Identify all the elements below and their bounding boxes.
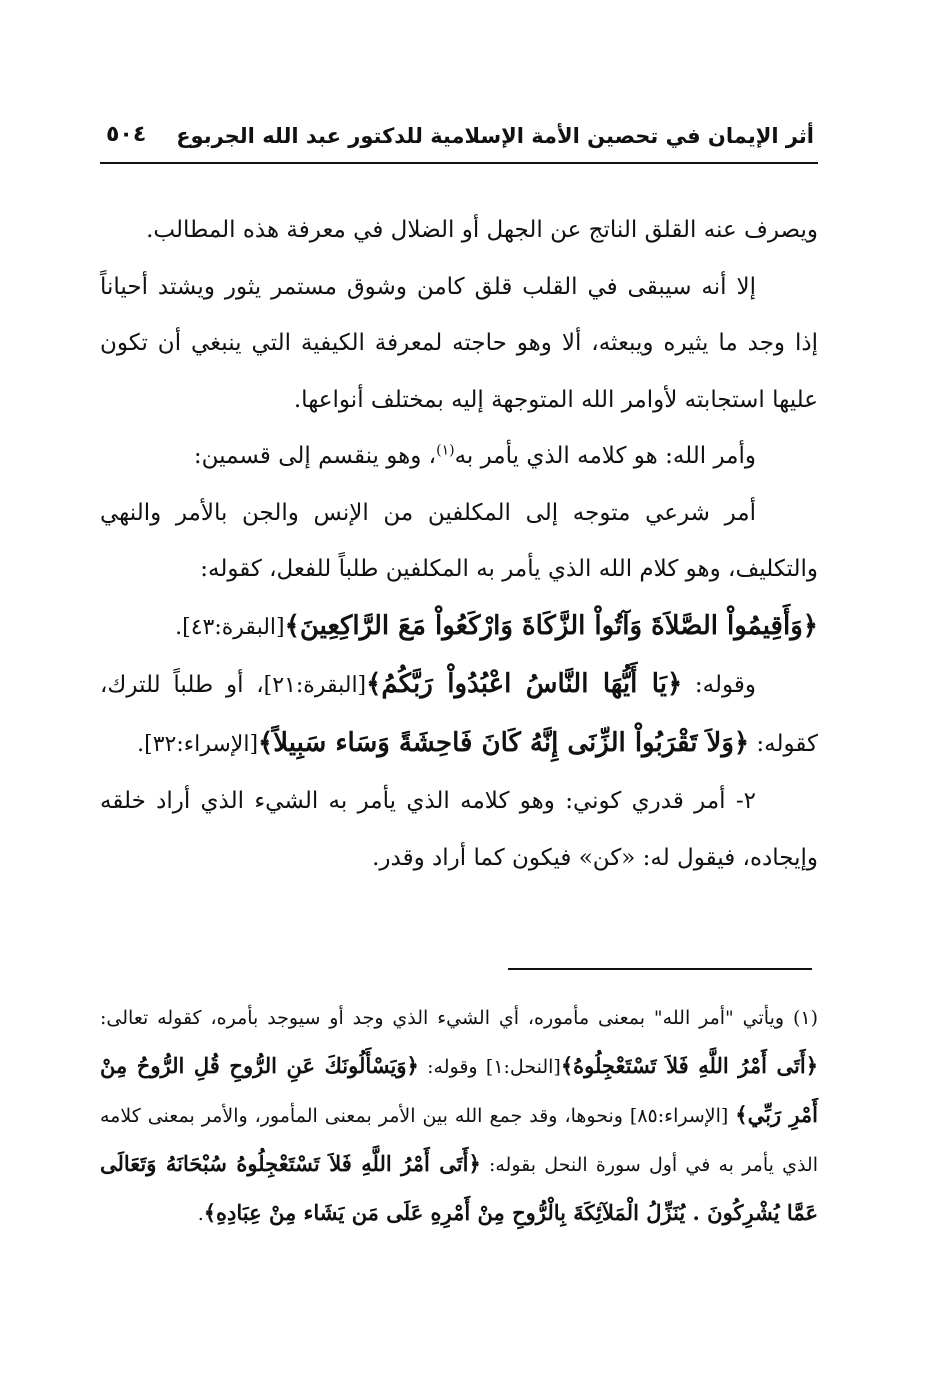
- footnote-verse-1: ﴿أَتَى أَمْرُ اللَّهِ فَلاَ تَسْتَعْجِلُوهُ﴾: [560, 1053, 818, 1078]
- paragraph-5-text-b: ، أو طلباً للترك، كقوله:: [100, 672, 818, 757]
- paragraph-5-text-a: وقوله:: [682, 672, 756, 698]
- page-number: ٥٠٤: [106, 122, 147, 147]
- footnote-1-end: .: [197, 1203, 204, 1225]
- footnote-1-text-b: وقوله:: [418, 1056, 486, 1078]
- paragraph-3-text-b: ، وهو ينقسم إلى قسمين:: [193, 443, 437, 469]
- footnote-marker: (١): [436, 442, 455, 459]
- running-title: أثر الإيمان في تحصين الأمة الإسلامية للدكتور عبد الله الجربوع: [176, 124, 814, 148]
- paragraph-2: إلا أنه سيبقى في القلب قلق كامن وشوق مستمر يثور ويشتد أحياناً إذا وجد ما يثيره ويبعثه، ألا وهو حاجته لمعرفة الكيفية التي ينبغي أن تكون عليها استجابته لأوامر الله المتوجهة إليه بمختلف أنواعها.: [100, 273, 818, 413]
- quran-verse-3: ﴿وَلاَ تَقْرَبُواْ الزِّنَى إِنَّهُ كَانَ فَاحِشَةً وَسَاء سَبِيلاً﴾: [258, 727, 750, 758]
- footnote-divider: [508, 968, 812, 970]
- paragraph-4: أمر شرعي متوجه إلى المكلفين من الإنس والجن بالأمر والنهي والتكليف، وهو كلام الله الذي يأمر به المكلفين طلباً للفعل، كقوله:: [100, 499, 818, 582]
- page-header: [100, 118, 818, 164]
- quran-verse-2: ﴿يَا أَيُّهَا النَّاسُ اعْبُدُواْ رَبَّكُمُ﴾: [366, 669, 683, 699]
- main-text: [100, 202, 818, 886]
- footnote-verse-3: ﴿أَتَى أَمْرُ اللَّهِ فَلاَ تَسْتَعْجِلُوهُ سُبْحَانَهُ وَتَعَالَى عَمَّا يُشْرِكُونَ . يُنَزِّلُ الْمَلآئِكَةَ بِالْرُّوحِ مِنْ أَمْرِهِ عَلَى مَن يَشَاء مِنْ عِبَادِهِ﴾: [100, 1151, 818, 1225]
- footnote-verse-1-reference: [النحل:١]: [485, 1056, 561, 1078]
- paragraph-5: [100, 656, 818, 773]
- verse-3-reference: [الإسراء:٣٢].: [137, 731, 259, 757]
- footnote-1-text-a: (١) ويأتي "أمر الله" بمعنى مأموره، أي الشيء الذي وجد أو سيوجد بأمره، كقوله تعالى:: [100, 1007, 818, 1029]
- paragraph-3-text-a: وأمر الله: هو كلامه الذي يأمر به: [454, 443, 756, 469]
- quran-verse-1-line: [100, 598, 818, 657]
- paragraph-6: ٢- أمر قدري كوني: وهو كلامه الذي يأمر به الشيء الذي أراد خلقه وإيجاده، فيقول له: «كن» فيكون كما أراد وقدر.: [100, 788, 818, 871]
- paragraph-3: [100, 428, 818, 485]
- verse-1-reference: [البقرة:٤٣].: [175, 614, 285, 640]
- footnote-1-text-c: [الإسراء:٨٥] ونحوها، وقد جمع الله بين الأمر بمعنى المأمور، والأمر بمعنى كلامه الذي يأمر به في أول سورة النحل بقوله:: [100, 1105, 819, 1176]
- footnote-verse-2: ﴿وَيَسْأَلُونَكَ عَنِ الرُّوحِ قُلِ الرُّوحُ مِنْ أَمْرِ رَبِّي﴾: [100, 1053, 818, 1127]
- quran-verse-1: ﴿وَأَقِيمُواْ الصَّلاَةَ وَآتُواْ الزَّكَاةَ وَارْكَعُواْ مَعَ الرَّاكِعِينَ﴾: [284, 610, 818, 641]
- footnotes: [100, 995, 818, 1238]
- verse-2-reference: [البقرة:٢١]: [263, 673, 367, 698]
- paragraph-1: ويصرف عنه القلق الناتج عن الجهل أو الضلال في معرفة هذه المطالب.: [146, 217, 818, 243]
- footnote-1: [100, 995, 818, 1238]
